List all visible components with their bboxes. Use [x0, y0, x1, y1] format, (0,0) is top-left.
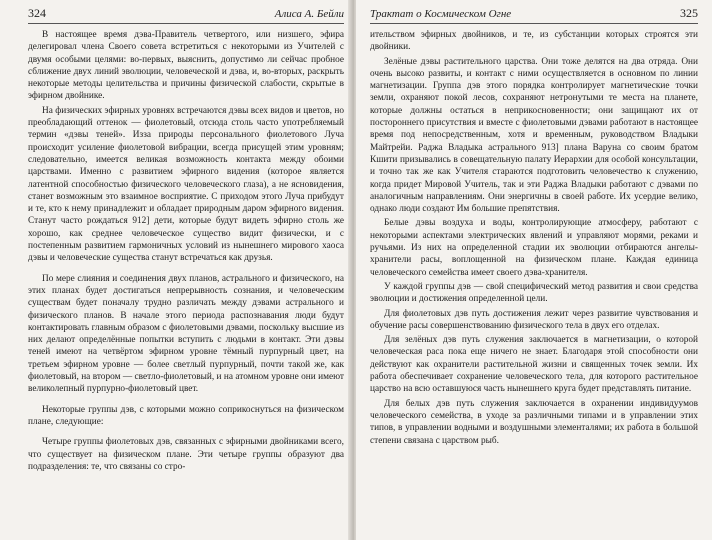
paragraph: Для зелёных дэв путь служения заключается в магнетизации, о которой человеческая раса пока еще ничего не знает. Благодаря этой способности они действуют как охранители растительной жизни и священных точек земли. Их работа обеспечивает сохранение человеческого тела, для которого растительное царство на всю оставшуюся часть нынешнего круга будет представлять питание.: [370, 335, 698, 395]
left-page-header: [28, 6, 344, 24]
page-number-right: 325: [680, 6, 698, 20]
right-page-body: [370, 29, 698, 447]
paragraph: На физических эфирных уровнях встречаются дэвы всех видов и цветов, но преобладающий оттенок — фиолетовый, отсюда столь часто употребляемый термин «дэвы теней». Изза природы персонального фиолетового Луча происходит усиление фиолетовой вибрации, всегда присущей этим уровням; следовательно, имеется великая возможность контакта между обоими царствами. Именно с развитием эфирного видения (которое является латентной способностью физического человеческого глаза), а не ясновидения, станет возможным это взаимное восприятие. С приходом этого Луча прибудут и те, кто к нему принадлежит и обладает природным даром эфирного видения. Станут часто рождаться 912] дети, которые будут видеть эфирно столь же хорошо, как среднее человеческое существо видит физически, и с постепенным развитием гармоничных условий из нынешнего мирового хаоса дэвы и человеческие существа станут встречаться как друзья.: [28, 105, 344, 264]
paragraph: ительством эфирных двойников, и те, из субстанции которых строятся эти двойники.: [370, 30, 698, 53]
paragraph: Четыре группы фиолетовых дэв, связанных с эфирными двойниками всего, что существует на физическом плане. Эти четыре группы образуют два подразделения: те, что связаны со стро-: [28, 437, 344, 472]
left-page-body: [28, 29, 344, 473]
paragraph: Для фиолетовых дэв путь достижения лежит через развитие чувствования и обучение расы совершенствованию физического тела в двух его отделах.: [370, 308, 698, 331]
paragraph: Зелёные дэвы растительного царства. Они тоже делятся на два отряда. Они очень высоко развиты, и контакт с ними осуществляется в основном по линии магнетизации. Группа дэв этого порядка контролирует магнетические точки земли, охраняют покой лесов, сохраняют нетронутыми те места на планете, которые должны остаться в неприкосновенности; они защищают их от постороннего присутствия и вместе с фиолетовыми дэвами работают в настоящее время под непосредственным, хотя и временным, руководством Владыки Майтрейи. Раджа Владыка астрального 913] плана Варуна со своим братом Кшити призывались в совещательную палату Иерархии для особой консультации, и точно так же как Учителя стараются подготовить человечество к служению, когда придет Мировой Учитель, так и эти Раджа Владыки работают с дэвами по аналогичным направлениям. Они энергичны в своей работе. Их усердие велико, однако люди создают Им большие препятствия.: [370, 56, 698, 215]
right-page-header: [370, 6, 698, 24]
page-number-left: 324: [28, 6, 46, 20]
paragraph: В настоящее время дэва-Правитель четвертого, или низшего, эфира делегировал члена Своего совета встретиться с некоторыми из Учителей с двумя особыми целями: во-первых, выяснить, допустимо ли сейчас пробное сближение двух линий эволюции, человеческой и дэва, и, во-вторых, раскрыть некоторые методы целительства и причины физической слабости, скрытые в эфирном двойнике.: [28, 30, 344, 102]
paragraph: Для белых дэв путь служения заключается в охранении индивидуумов человеческого семейства, в уходе за различными типами и в управлении этих типов, в управлении водными и воздушными элементалями; их работа в большой степени связана с царством рыб.: [370, 398, 698, 446]
left-page: [0, 0, 352, 540]
paragraph: У каждой группы дэв — свой специфический метод развития и свои средства эволюции и достижения определенной цели.: [370, 281, 698, 305]
running-header-title: Трактат о Космическом Огне: [370, 8, 512, 20]
paragraph: Некоторые группы дэв, с которыми можно соприкоснуться на физическом плане, следующие:: [28, 404, 344, 427]
right-page: [356, 0, 712, 540]
paragraph: По мере слияния и соединения двух планов, астрального и физического, на этих планах будет достигаться непрерывность сознания, и человеческим существам будет поначалу трудно различать между дэвами астрального и физического планов. В начале этого периода распознавания люди будут контактировать главным образом с фиолетовыми дэвами, поскольку высшие из них делают определённые попытки вступить с людьми в контакт. Эти дэвы теней имеют на четвёртом эфирном уровне тёмный пурпурный цвет, на третьем эфирном уровне — более светлый пурпурный, почти такой же, как фиолетовый, на втором — светло-фиолетовый, и на атомном уровне они имеют великолепный пурпурно-фиолетовый цвет.: [28, 273, 344, 395]
paragraph: Белые дэвы воздуха и воды, контролирующие атмосферу, работают с некоторыми аспектами электрических явлений и управляют морями, реками и ручьями. Из них на определенной стадии их эволюции отбираются ангелы-хранители расы, воплощенной на физическом плане. Каждая единица человеческого семейства имеет своего дэва-хранителя.: [370, 218, 698, 278]
running-header-author: Алиса А. Бейли: [274, 8, 344, 20]
